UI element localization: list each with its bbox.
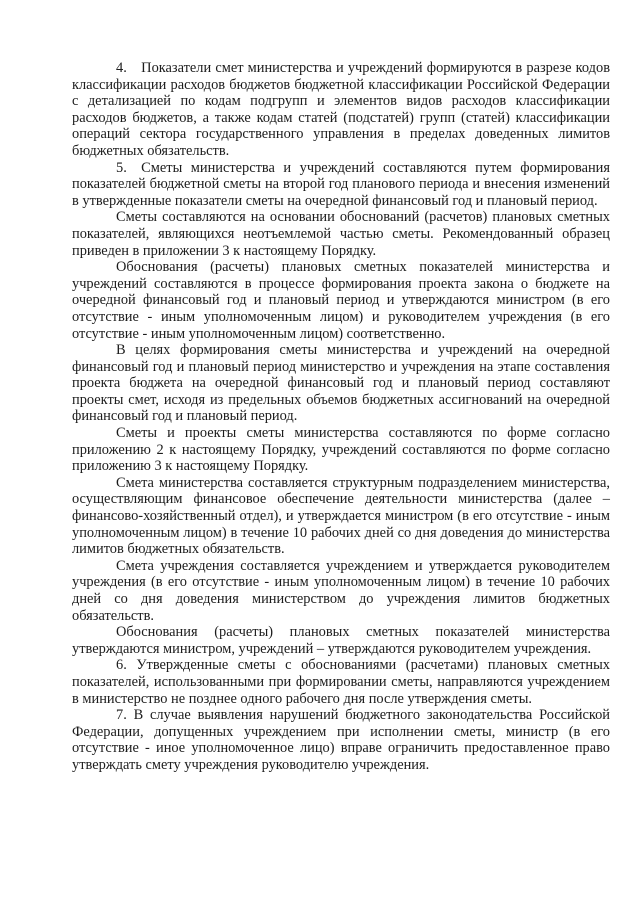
paragraph-4: 4. Показатели смет министерства и учреждений формируются в разрезе кодов классификации расходов бюджетов бюджетной классификации Российской Федерации с детализацией по кодам подгрупп и элементов видов расходов классификации расходов бюджетов, а также кодам статей (подстатей) групп (статей) классификации операций сектора государственного управления в пределах доведенных лимитов бюджетных обязательств. [72,60,610,159]
paragraph-draft-estimates: В целях формирования сметы министерства и учреждений на очередной финансовый год и плановый период министерство и учреждения на этапе составления проекта бюджета на очередной финансовый год и плановый период составляют проекты смет, исходя из предельных объемов бюджетных ассигнований на очередной финансовый год и плановый период. [72,342,610,425]
paragraph-7: 7. В случае выявления нарушений бюджетного законодательства Российской Федерации, допущенных учреждением при исполнении сметы, министр (в его отсутствие - иное уполномоченное лицо) вправе ограничить предоставленное право утверждать смету учреждения руководителю учреждения. [72,707,610,773]
paragraph-forms: Сметы и проекты сметы министерства составляются по форме согласно приложению 2 к настоящему Порядку, учреждений составляются по форме согласно приложению 3 к настоящему Порядку. [72,425,610,475]
paragraph-5: 5. Сметы министерства и учреждений составляются путем формирования показателей бюджетной сметы на второй год планового периода и внесения изменений в утвержденные показатели сметы на очередной финансовый год и плановый период. [72,159,610,209]
paragraph-approval: Обоснования (расчеты) плановых сметных показателей министерства утверждаются министром, учреждений – утверждаются руководителем учреждения. [72,624,610,657]
paragraph-6: 6. Утвержденные сметы с обоснованиями (расчетами) плановых сметных показателей, использованными при формировании сметы, направляются учреждением в министерство не позднее одного рабочего дня после утверждения сметы. [72,657,610,707]
paragraph-justifications: Обоснования (расчеты) плановых сметных показателей министерства и учреждений составляются в процессе формирования проекта закона о бюджете на очередной финансовый год и плановый период и утверждаются министром (в его отсутствие - иным уполномоченным лицом) и руководителем учреждения (в его отсутствие - иным уполномоченным лицом) соответственно. [72,259,610,342]
paragraph-estimates-basis: Сметы составляются на основании обоснований (расчетов) плановых сметных показателей, являющихся неотъемлемой частью сметы. Рекомендованный образец приведен в приложении 3 к настоящему Порядку. [72,209,610,259]
paragraph-ministry-estimate: Смета министерства составляется структурным подразделением министерства, осуществляющим финансовое обеспечение деятельности министерства (далее – финансово-хозяйственный отдел), и утверждается министром (в его отсутствие - иным уполномоченным лицом) в течение 10 рабочих дней со дня доведения до министерства лимитов бюджетных обязательств. [72,474,610,558]
document-body [72,60,610,774]
paragraph-institution-estimate: Смета учреждения составляется учреждением и утверждается руководителем учреждения (в его отсутствие - иным уполномоченным лицом) в течение 10 рабочих дней со дня доведения министерством до учреждения лимитов бюджетных обязательств. [72,557,610,624]
